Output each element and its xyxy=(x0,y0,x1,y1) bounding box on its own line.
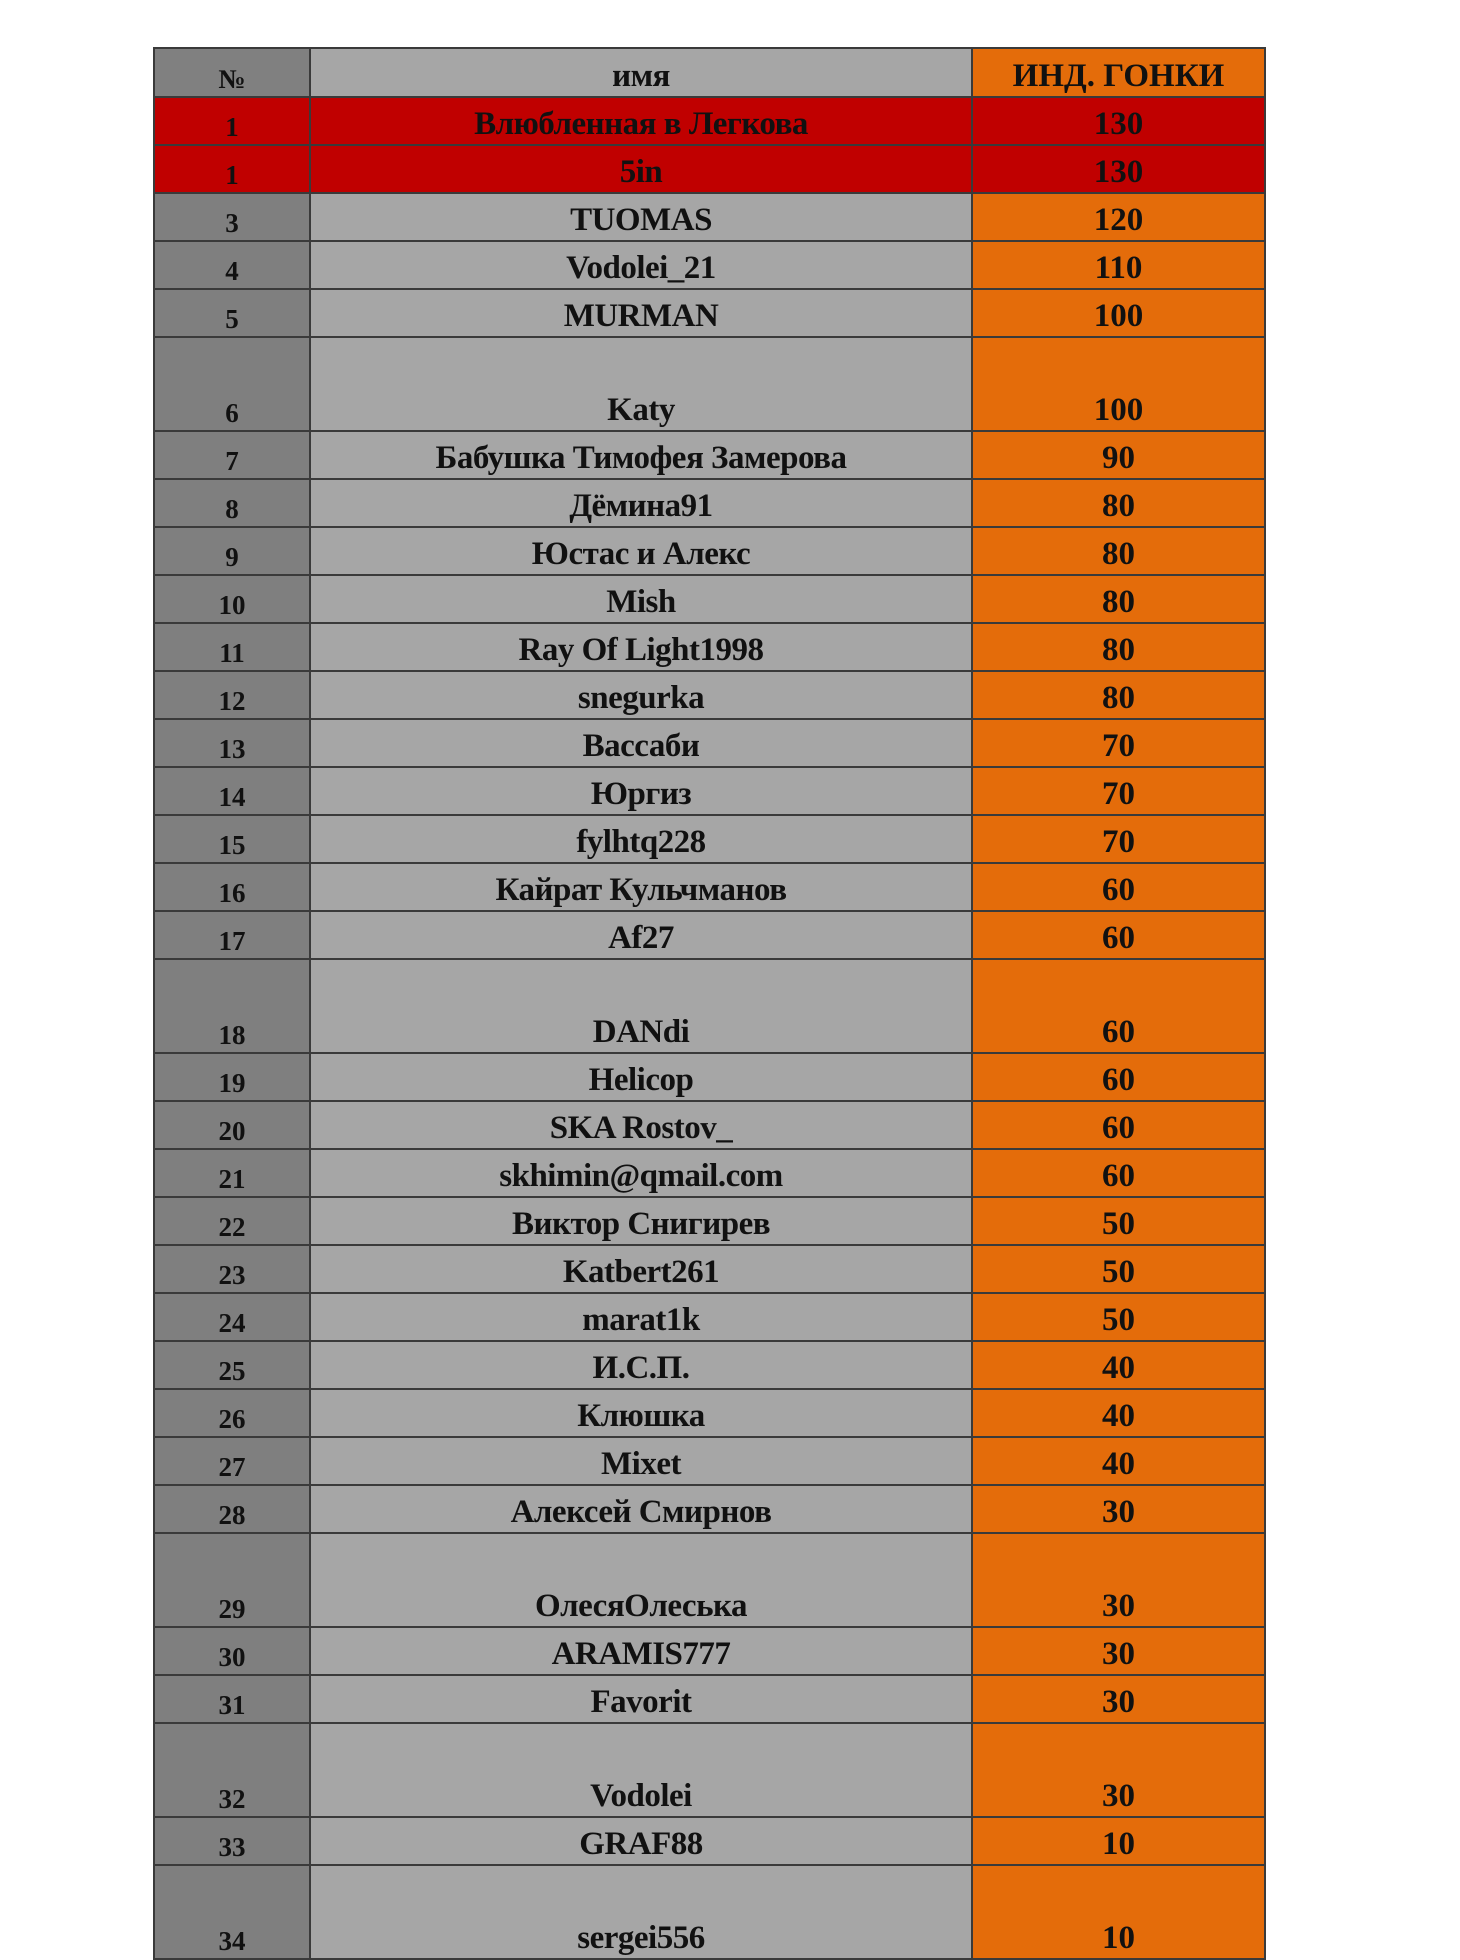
table-row xyxy=(154,1053,1265,1101)
row-score: 40 xyxy=(972,1341,1265,1389)
row-score: 10 xyxy=(972,1865,1265,1959)
row-number: 34 xyxy=(154,1865,310,1959)
row-number: 25 xyxy=(154,1341,310,1389)
row-score: 80 xyxy=(972,575,1265,623)
row-name: sergei556 xyxy=(310,1865,972,1959)
row-name: Влюбленная в Легкова xyxy=(310,97,972,145)
row-name: Vodolei xyxy=(310,1723,972,1817)
row-number: 23 xyxy=(154,1245,310,1293)
row-score: 30 xyxy=(972,1675,1265,1723)
table-row xyxy=(154,1533,1265,1627)
row-score: 40 xyxy=(972,1389,1265,1437)
row-name: 5in xyxy=(310,145,972,193)
row-score: 70 xyxy=(972,767,1265,815)
row-name: Алексей Смирнов xyxy=(310,1485,972,1533)
row-name: Ray Of Light1998 xyxy=(310,623,972,671)
table-row xyxy=(154,1389,1265,1437)
row-name: fylhtq228 xyxy=(310,815,972,863)
table-row xyxy=(154,289,1265,337)
row-score: 30 xyxy=(972,1723,1265,1817)
row-number: 5 xyxy=(154,289,310,337)
row-number: 14 xyxy=(154,767,310,815)
table-row xyxy=(154,1101,1265,1149)
row-score: 10 xyxy=(972,1817,1265,1865)
row-score: 30 xyxy=(972,1485,1265,1533)
table-row xyxy=(154,671,1265,719)
row-number: 4 xyxy=(154,241,310,289)
row-name: Дёмина91 xyxy=(310,479,972,527)
row-number: 15 xyxy=(154,815,310,863)
header-number: № xyxy=(154,48,310,97)
row-score: 80 xyxy=(972,671,1265,719)
table-row xyxy=(154,1149,1265,1197)
row-number: 20 xyxy=(154,1101,310,1149)
row-number: 22 xyxy=(154,1197,310,1245)
row-score: 60 xyxy=(972,1149,1265,1197)
table-row xyxy=(154,1437,1265,1485)
table-row xyxy=(154,1245,1265,1293)
row-name: Клюшка xyxy=(310,1389,972,1437)
table-row xyxy=(154,911,1265,959)
row-number: 7 xyxy=(154,431,310,479)
table-row xyxy=(154,1293,1265,1341)
table-row xyxy=(154,145,1265,193)
row-number: 10 xyxy=(154,575,310,623)
row-score: 30 xyxy=(972,1533,1265,1627)
row-name: Katy xyxy=(310,337,972,431)
row-name: И.С.П. xyxy=(310,1341,972,1389)
header-name: имя xyxy=(310,48,972,97)
row-score: 40 xyxy=(972,1437,1265,1485)
table-row xyxy=(154,1865,1265,1959)
row-score: 50 xyxy=(972,1293,1265,1341)
row-score: 130 xyxy=(972,145,1265,193)
row-name: Виктор Снигирев xyxy=(310,1197,972,1245)
table-row xyxy=(154,767,1265,815)
row-number: 33 xyxy=(154,1817,310,1865)
table-row xyxy=(154,1197,1265,1245)
row-name: SKA Rostov_ xyxy=(310,1101,972,1149)
table-row xyxy=(154,337,1265,431)
row-name: Mish xyxy=(310,575,972,623)
row-number: 18 xyxy=(154,959,310,1053)
table-row xyxy=(154,623,1265,671)
ranking-table xyxy=(153,47,1266,1960)
row-score: 60 xyxy=(972,863,1265,911)
row-name: ОлесяОлеська xyxy=(310,1533,972,1627)
row-number: 30 xyxy=(154,1627,310,1675)
row-score: 100 xyxy=(972,337,1265,431)
row-number: 17 xyxy=(154,911,310,959)
row-name: Юстас и Алекс xyxy=(310,527,972,575)
row-number: 6 xyxy=(154,337,310,431)
table-row xyxy=(154,575,1265,623)
header-score: ИНД. ГОНКИ xyxy=(972,48,1265,97)
header-row xyxy=(154,48,1265,97)
row-score: 80 xyxy=(972,527,1265,575)
table-row xyxy=(154,959,1265,1053)
row-score: 80 xyxy=(972,479,1265,527)
row-number: 32 xyxy=(154,1723,310,1817)
row-score: 60 xyxy=(972,1101,1265,1149)
row-score: 120 xyxy=(972,193,1265,241)
row-number: 13 xyxy=(154,719,310,767)
row-number: 24 xyxy=(154,1293,310,1341)
row-score: 50 xyxy=(972,1245,1265,1293)
row-number: 27 xyxy=(154,1437,310,1485)
table-row xyxy=(154,527,1265,575)
row-score: 80 xyxy=(972,623,1265,671)
row-number: 8 xyxy=(154,479,310,527)
ranking-table-body xyxy=(154,48,1265,1959)
row-number: 21 xyxy=(154,1149,310,1197)
row-number: 1 xyxy=(154,97,310,145)
row-score: 30 xyxy=(972,1627,1265,1675)
table-row xyxy=(154,97,1265,145)
row-score: 100 xyxy=(972,289,1265,337)
row-score: 60 xyxy=(972,911,1265,959)
row-number: 26 xyxy=(154,1389,310,1437)
row-name: GRAF88 xyxy=(310,1817,972,1865)
row-number: 1 xyxy=(154,145,310,193)
row-name: Vodolei_21 xyxy=(310,241,972,289)
row-number: 31 xyxy=(154,1675,310,1723)
row-number: 9 xyxy=(154,527,310,575)
row-name: Кайрат Кульчманов xyxy=(310,863,972,911)
row-name: ARAMIS777 xyxy=(310,1627,972,1675)
table-row xyxy=(154,241,1265,289)
row-name: DANdi xyxy=(310,959,972,1053)
row-name: MURMAN xyxy=(310,289,972,337)
row-name: marat1k xyxy=(310,1293,972,1341)
row-score: 130 xyxy=(972,97,1265,145)
row-name: TUOMAS xyxy=(310,193,972,241)
row-name: Бабушка Тимофея Замерова xyxy=(310,431,972,479)
row-score: 110 xyxy=(972,241,1265,289)
row-name: Af27 xyxy=(310,911,972,959)
row-name: Katbert261 xyxy=(310,1245,972,1293)
row-score: 60 xyxy=(972,1053,1265,1101)
row-name: snegurka xyxy=(310,671,972,719)
table-row xyxy=(154,431,1265,479)
table-row xyxy=(154,1485,1265,1533)
table-row xyxy=(154,863,1265,911)
table-row xyxy=(154,1817,1265,1865)
table-row xyxy=(154,1627,1265,1675)
row-name: Mixet xyxy=(310,1437,972,1485)
table-row xyxy=(154,1675,1265,1723)
row-score: 50 xyxy=(972,1197,1265,1245)
row-name: Юргиз xyxy=(310,767,972,815)
table-row xyxy=(154,719,1265,767)
row-number: 3 xyxy=(154,193,310,241)
row-score: 70 xyxy=(972,719,1265,767)
row-number: 19 xyxy=(154,1053,310,1101)
row-score: 90 xyxy=(972,431,1265,479)
table-row xyxy=(154,1341,1265,1389)
row-name: Вассаби xyxy=(310,719,972,767)
row-number: 12 xyxy=(154,671,310,719)
table-row xyxy=(154,815,1265,863)
row-number: 16 xyxy=(154,863,310,911)
row-number: 29 xyxy=(154,1533,310,1627)
table-row xyxy=(154,1723,1265,1817)
row-name: Helicop xyxy=(310,1053,972,1101)
table-row xyxy=(154,479,1265,527)
row-score: 60 xyxy=(972,959,1265,1053)
row-name: skhimin@qmail.com xyxy=(310,1149,972,1197)
row-number: 11 xyxy=(154,623,310,671)
row-name: Favorit xyxy=(310,1675,972,1723)
row-number: 28 xyxy=(154,1485,310,1533)
table-row xyxy=(154,193,1265,241)
row-score: 70 xyxy=(972,815,1265,863)
